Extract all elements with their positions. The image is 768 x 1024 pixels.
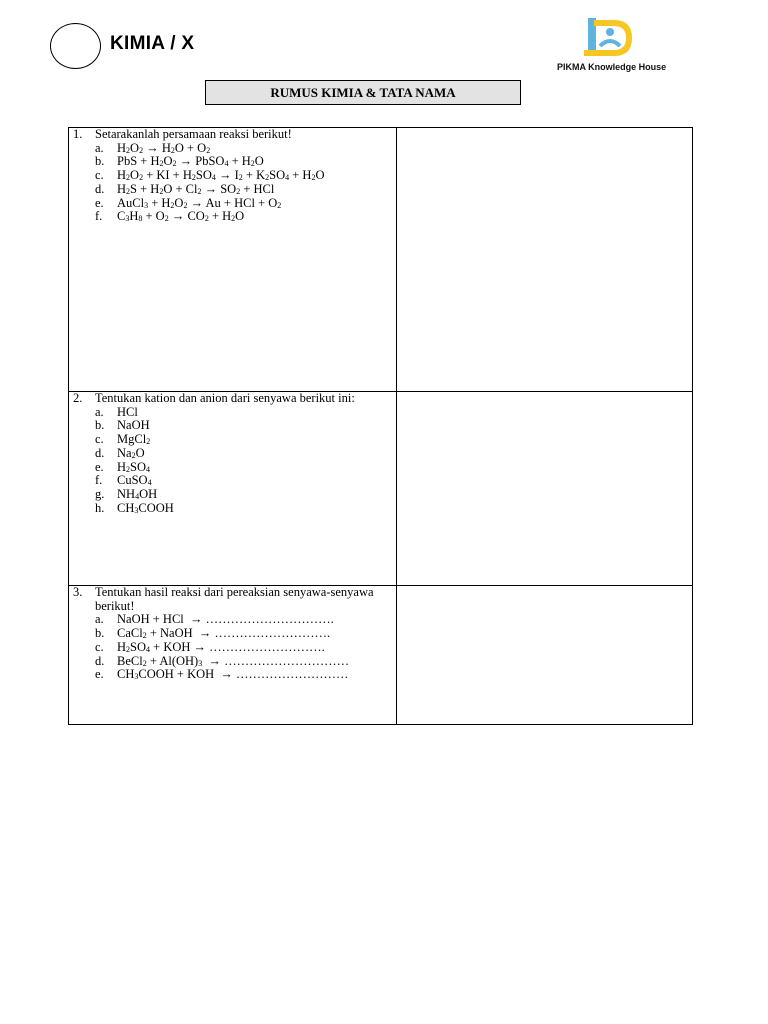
question-prompt: Setarakanlah persamaan reaksi berikut! (95, 127, 292, 141)
pikma-logo-icon (584, 16, 638, 60)
option-letter: c. (95, 168, 104, 183)
answer-cell (397, 392, 693, 586)
option-item (73, 502, 394, 516)
option-item (73, 155, 394, 169)
worksheet-title: RUMUS KIMIA & TATA NAMA (205, 80, 521, 105)
option-letter: d. (95, 445, 105, 460)
question-prompt: Tentukan hasil reaksi dari pereaksian senyawa-senyawa berikut! (95, 585, 374, 613)
option-formula: $CH_3COOH$ (117, 500, 174, 515)
question-cell (69, 392, 397, 586)
option-formula: HCl (117, 404, 138, 419)
option-item (73, 142, 394, 156)
option-item (73, 655, 394, 669)
option-formula: MgCl$_2$ (117, 432, 151, 447)
option-formula: $CH_3COOH$ + KOH → ……………………… (117, 667, 349, 682)
question-row (69, 392, 693, 586)
option-formula: CaCl$_2$ + NaOH → ………………………. (117, 626, 331, 641)
option-item (73, 641, 394, 655)
option-item (73, 668, 394, 682)
question-heading (73, 586, 394, 613)
option-letter: e. (95, 667, 104, 682)
answer-cell (397, 128, 693, 392)
option-letter: e. (95, 459, 104, 474)
option-letter: f. (95, 209, 103, 224)
option-formula: PbS + $H_2O_2$ → PbSO$_4$ + $H_2O$ (117, 154, 264, 169)
option-item (73, 627, 394, 641)
option-item (73, 169, 394, 183)
option-letter: b. (95, 418, 105, 433)
question-cell (69, 128, 397, 392)
option-letter: c. (95, 432, 104, 447)
question-number: 1. (73, 127, 83, 141)
option-item (73, 433, 394, 447)
option-letter: d. (95, 181, 105, 196)
option-item (73, 461, 394, 475)
option-list (73, 406, 394, 516)
option-item (73, 197, 394, 211)
option-formula: AuCl$_3$ + $H_2O_2 \to Au$ + HCl + $O_2$ (117, 195, 282, 210)
option-item (73, 419, 394, 433)
option-list (73, 613, 394, 682)
option-letter: a. (95, 404, 104, 419)
option-letter: g. (95, 486, 105, 501)
option-letter: a. (95, 612, 104, 627)
option-formula: NaOH + HCl → …………………………. (117, 612, 334, 627)
option-formula: $H_2O_2 \to H_2O + O_2$ (117, 140, 211, 155)
option-item (73, 210, 394, 224)
option-formula: $H_2SO_4$ + KOH → ………………………. (117, 639, 325, 654)
option-item (73, 613, 394, 627)
answer-cell (397, 586, 693, 725)
option-list (73, 142, 394, 224)
question-row (69, 586, 693, 725)
option-letter: b. (95, 154, 105, 169)
option-item (73, 488, 394, 502)
option-formula: $H_2O_2$ + KI + $H_2SO_4 \to I_2 + K_2SO_4 + H_2O$ (117, 168, 325, 183)
logo-caption: PIKMA Knowledge House (557, 62, 667, 72)
subject-label: KIMIA / X (110, 33, 195, 54)
option-letter: e. (95, 195, 104, 210)
option-formula: $C_3H_8 + O_2 \to CO_2 + H_2O$ (117, 209, 245, 224)
option-item (73, 406, 394, 420)
question-table (68, 127, 693, 725)
option-formula: $NH_4OH$ (117, 486, 158, 501)
option-formula: NaOH (117, 418, 150, 433)
option-formula: $Na_2O$ (117, 445, 145, 460)
option-item (73, 447, 394, 461)
option-formula: $H_2SO_4$ (117, 459, 151, 474)
option-item (73, 183, 394, 197)
question-cell (69, 586, 397, 725)
question-number: 2. (73, 391, 83, 405)
option-letter: h. (95, 500, 105, 515)
option-letter: f. (95, 473, 103, 488)
option-letter: b. (95, 626, 105, 641)
option-letter: a. (95, 140, 104, 155)
option-formula: $H_2S + H_2O + Cl_2 \to SO_2$ + HCl (117, 181, 275, 196)
question-row (69, 128, 693, 392)
question-heading (73, 392, 394, 406)
header-circle (50, 23, 101, 69)
option-letter: c. (95, 639, 104, 654)
option-item (73, 474, 394, 488)
option-formula: BeCl$_2$ + $Al(OH)_3$ → ………………………… (117, 653, 350, 668)
question-number: 3. (73, 585, 83, 599)
option-letter: d. (95, 653, 105, 668)
option-formula: CuSO$_4$ (117, 473, 152, 488)
question-heading (73, 128, 394, 142)
question-prompt: Tentukan kation dan anion dari senyawa berikut ini: (95, 391, 355, 405)
